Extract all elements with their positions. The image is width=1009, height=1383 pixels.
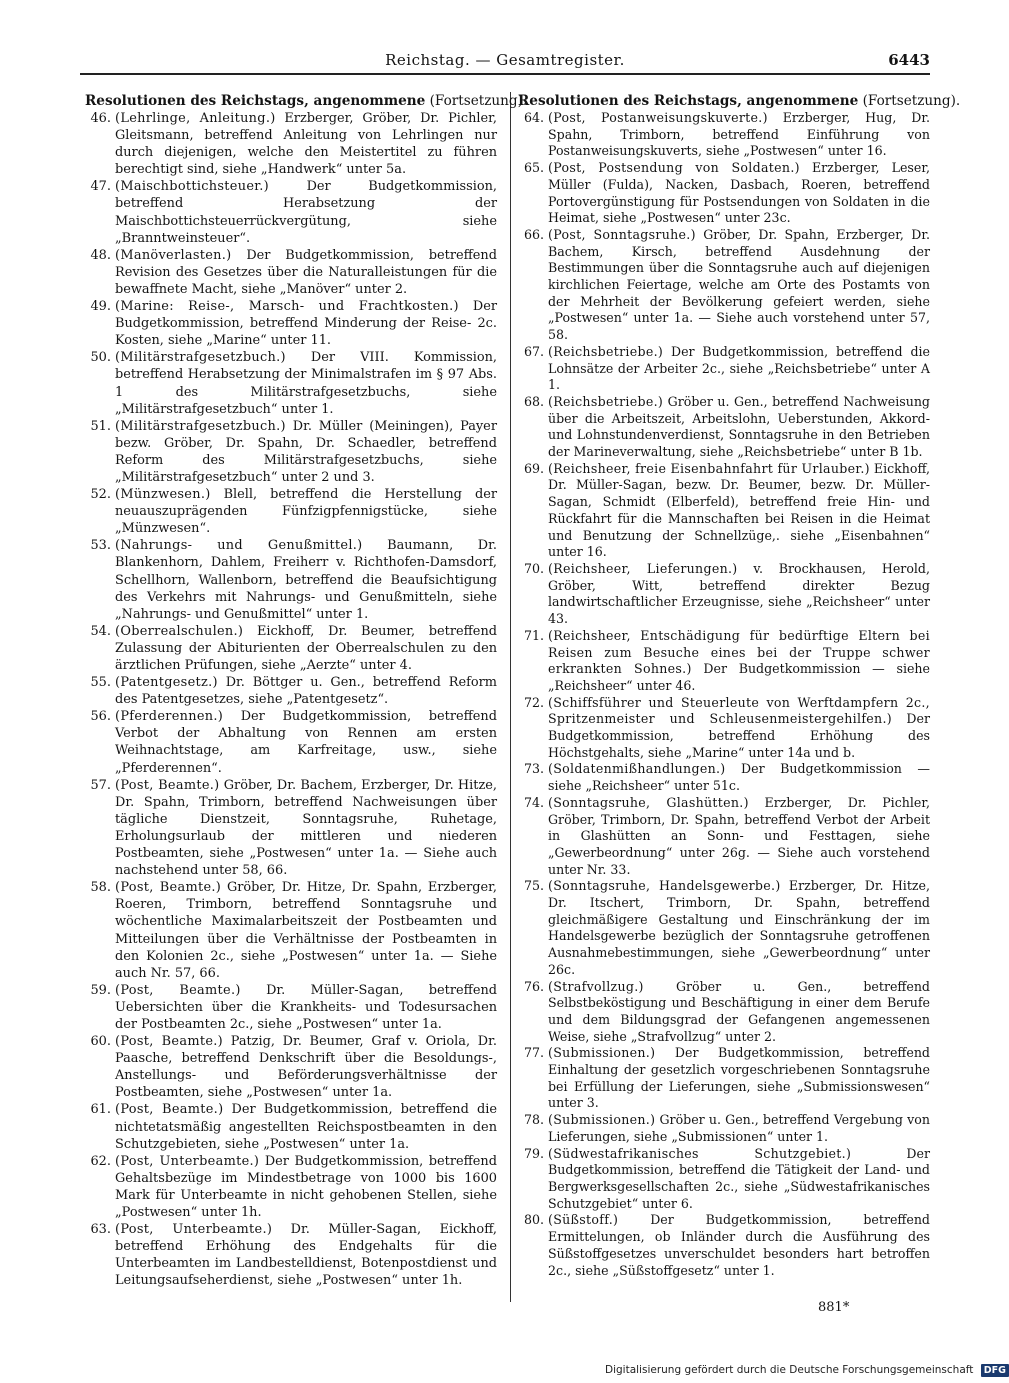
- resolution-entry: [85, 674, 497, 708]
- resolution-entry: [85, 623, 497, 674]
- resolution-entry: [518, 110, 930, 160]
- entry-keyword: (Post, Beamte.): [115, 880, 222, 896]
- entry-text: Erzberger, Leser, Müller (Fulda), Nacken, Dasbach, Roeren, betreffend Portovergünstigung für Postsendungen von Soldaten in die Heimat, siehe „Postwesen“ unter 23c.: [548, 160, 930, 226]
- entry-body: [115, 349, 497, 417]
- entry-number: 80.: [523, 1212, 544, 1228]
- resolution-entry: [518, 1112, 930, 1145]
- entry-body: [548, 695, 930, 762]
- entry-number: 49.: [90, 299, 111, 315]
- entry-body: [115, 486, 497, 537]
- entry-keyword: (Post, Beamte.): [115, 1102, 224, 1118]
- entry-text: Erzberger, Gröber, Dr. Pichler, Gleitsmann, betreffend Anleitung von Lehrlingen nur durch diejenigen, welche den Meistertitel zu führen berechtigt sind, siehe „Handwerk“ unter 5a.: [115, 111, 497, 178]
- resolution-entry: [518, 394, 930, 461]
- entry-number: 58.: [90, 880, 111, 896]
- entry-body: [548, 795, 930, 879]
- footer-text: Digitalisierung gefördert durch die Deutsche Forschungsgemeinschaft: [605, 1364, 974, 1376]
- entry-number: 75.: [523, 878, 544, 894]
- resolution-entry: [518, 695, 930, 762]
- entry-body: [548, 1112, 930, 1145]
- entry-body: [115, 1221, 497, 1289]
- column-divider: [510, 92, 511, 1302]
- entry-number: 67.: [523, 343, 544, 359]
- entry-body: [548, 344, 930, 394]
- entry-body: [115, 1033, 497, 1101]
- entry-keyword: (Lehrlinge, Anleitung.): [115, 111, 276, 126]
- right-column-heading: [518, 92, 961, 110]
- page-number: 6443: [888, 51, 930, 69]
- entry-text: Dr. Müller (Meiningen), Payer bezw. Gröber, Dr. Spahn, Dr. Schaedler, betreffend Reform des Militärstrafgesetzbuchs, siehe „Militärstrafgesetzbuch“ unter 2 und 3.: [115, 418, 497, 485]
- folio-mark: 881*: [818, 1300, 850, 1315]
- entry-body: [548, 1146, 930, 1213]
- entry-body: [115, 623, 497, 674]
- entry-keyword: (Post, Beamte.): [115, 777, 220, 793]
- right-column: [518, 92, 961, 1279]
- entry-body: [115, 879, 497, 982]
- right-entry-list: [518, 110, 930, 1279]
- entry-keyword: (Post, Postanweisungskuverte.): [548, 110, 768, 125]
- entry-text: Erzberger, Hug, Dr. Spahn, Trimborn, betreffend Einführung von Postanweisungskuverts, siehe „Postwesen“ unter 16.: [548, 110, 930, 159]
- entry-body: [115, 247, 497, 298]
- resolution-entry: [518, 461, 930, 561]
- entry-body: [548, 461, 930, 561]
- entry-keyword: (Sonntagsruhe, Handelsgewerbe.): [548, 878, 781, 894]
- entry-text: Gröber, Dr. Spahn, Erzberger, Dr. Bachem, Kirsch, betreffend Ausdehnung der Bestimmungen über die Sonntagsruhe auch auf diejenigen kirchlichen Feiertage, welche am Orte des Postamts von der Mehrheit der Bevölkerung gefeiert werden, siehe „Postwesen“ unter 1a. — Siehe auch vorstehend unter 57, 58.: [548, 226, 930, 343]
- entry-text: Der Budgetkommission, betreffend Erhöhung des Höchstgehalts, siehe „Marine“ unter 14a und b.: [548, 711, 930, 760]
- column-heading-note: (Fortsetzung).: [862, 93, 961, 109]
- entry-keyword: (Post, Beamte.): [115, 1034, 223, 1050]
- entry-body: [548, 561, 930, 628]
- entry-number: 64.: [523, 110, 544, 125]
- resolution-entry: [85, 1153, 497, 1221]
- running-head-title: Reichstag. — Gesamtregister.: [385, 51, 625, 69]
- entry-text: Der Budgetkommission, betreffend Ermittelungen, ob Inländer durch die Ausführung des Süßstoffgesetzes unverschuldet besonders hart betroffen 2c., siehe „Süßstoffgesetz“ unter 1.: [548, 1212, 930, 1278]
- entry-number: 68.: [523, 393, 544, 409]
- entry-text: Blell, betreffend die Herstellung der neuauszuprägenden Fünfzigpfennigstücke, siehe „Münzwesen“.: [115, 487, 497, 537]
- entry-keyword: (Soldatenmißhandlungen.): [548, 761, 726, 777]
- resolution-entry: [85, 708, 497, 776]
- entry-body: [115, 1153, 497, 1221]
- entry-keyword: (Submissionen.): [548, 1045, 656, 1061]
- entry-body: [548, 1045, 930, 1112]
- entry-body: [115, 708, 497, 776]
- header-rule: [80, 73, 930, 75]
- entry-keyword: (Reichsheer, Entschädigung für bedürftige Eltern bei Reisen zum Besuche eines bei der Truppe schwer erkrankten Sohnes.): [548, 627, 930, 677]
- entry-number: 66.: [523, 226, 544, 242]
- entry-text: Gröber u. Gen., betreffend Vergebung von Lieferungen, siehe „Submissionen“ unter 1.: [548, 1112, 930, 1144]
- resolution-entry: [518, 561, 930, 628]
- entry-number: 60.: [90, 1034, 111, 1050]
- entry-keyword: (Strafvollzug.): [548, 978, 644, 994]
- entry-keyword: (Post, Sonntagsruhe.): [548, 226, 696, 242]
- resolution-entry: [518, 795, 930, 879]
- entry-body: [115, 110, 497, 178]
- entry-text: Dr. Müller-Sagan, betreffend Uebersichten über die Krankheits- und Todesursachen der Postbeamten 2c., siehe „Postwesen“ unter 1a.: [115, 982, 497, 1032]
- entry-body: [115, 418, 497, 486]
- entry-body: [115, 1101, 497, 1152]
- entry-number: 76.: [523, 978, 544, 994]
- resolution-entry: [85, 1101, 497, 1152]
- entry-text: Der Budgetkommission, betreffend Gehaltsbezüge im Mindestbetrage von 1000 bis 1600 Mark für Unterbeamte in nicht gehobenen Stellen, siehe „Postwesen“ unter 1h.: [115, 1153, 497, 1220]
- entry-text: Gröber, Dr. Hitze, Dr. Spahn, Erzberger, Roeren, Trimborn, betreffend Sonntagsruhe und wöchentliche Maximalarbeitszeit der Postbeamten und Mitteilungen über die Verhältnisse der Postbeamten in den Kolonien 2c., siehe „Postwesen“ unter 1a. — Siehe auch Nr. 57, 66.: [115, 880, 497, 981]
- entry-text: Der Budgetkommission, betreffend Revision des Gesetzes über die Naturalleistungen für die bewaffnete Macht, siehe „Manöver“ unter 2.: [115, 247, 497, 297]
- entry-number: 69.: [523, 460, 544, 476]
- resolution-entry: [85, 178, 497, 246]
- entry-body: [115, 298, 497, 349]
- entry-number: 51.: [90, 418, 111, 434]
- resolution-entry: [518, 761, 930, 794]
- entry-keyword: (Nahrungs- und Genußmittel.): [115, 538, 363, 554]
- entry-number: 53.: [90, 538, 111, 554]
- running-head: [80, 49, 930, 71]
- entry-text: Der Budgetkommission, betreffend Einhaltung der gesetzlich vorgeschriebenen Sonntagsruhe bei Erfüllung der Lieferungen, siehe „Submissionswesen“ unter 3.: [548, 1045, 930, 1111]
- column-heading-note: (Fortsetzung).: [429, 93, 528, 109]
- entry-keyword: (Post, Unterbeamte.): [115, 1222, 273, 1238]
- entry-text: Gröber u. Gen., betreffend Nachweisung über die Arbeitszeit, Arbeitslohn, Ueberstunden, Akkord- und Lohnstundenverdienst, Sonntagsruhe in den Betrieben der Marineverwaltung, siehe „Reichsbetriebe“ unter B 1b.: [548, 393, 930, 460]
- dfg-logo-icon: DFG: [981, 1364, 1009, 1377]
- entry-number: 50.: [90, 350, 111, 366]
- entry-number: 62.: [90, 1153, 111, 1169]
- entry-keyword: (Post, Unterbeamte.): [115, 1153, 260, 1169]
- entry-keyword: (Reichsheer, freie Eisenbahnfahrt für Urlauber.): [548, 460, 870, 476]
- entry-body: [115, 537, 497, 622]
- resolution-entry: [518, 1212, 930, 1279]
- entry-number: 54.: [90, 623, 111, 639]
- entry-text: Erzberger, Dr. Pichler, Gröber, Trimborn, Dr. Spahn, betreffend Verbot der Arbeit in Glashütten an Sonn- und Festtagen, siehe „Gewerbeordnung“ unter 26g. — Siehe auch vorstehend unter Nr. 33.: [548, 794, 930, 877]
- entry-number: 57.: [90, 777, 111, 793]
- resolution-entry: [518, 1045, 930, 1112]
- entry-number: 63.: [90, 1222, 111, 1238]
- entry-body: [548, 110, 930, 160]
- entry-number: 65.: [523, 160, 544, 176]
- entry-body: [548, 394, 930, 461]
- entry-body: [115, 178, 497, 246]
- entry-number: 72.: [523, 694, 544, 710]
- entry-keyword: (Schiffsführer und Steuerleute von Werftdampfern 2c., Spritzenmeister und Schleusenmeistergehilfen.): [548, 694, 930, 727]
- entry-body: [548, 160, 930, 227]
- entry-body: [115, 982, 497, 1033]
- entry-keyword: (Militärstrafgesetzbuch.): [115, 350, 286, 366]
- entry-number: 73.: [523, 761, 544, 777]
- resolution-entry: [85, 349, 497, 417]
- resolution-entry: [85, 418, 497, 486]
- resolution-entry: [518, 344, 930, 394]
- entry-text: Der Budgetkommission — siehe „Reichsheer“ unter 46.: [548, 661, 930, 693]
- entry-keyword: (Post, Postsendung von Soldaten.): [548, 160, 800, 176]
- entry-text: Gröber u. Gen., betreffend Selbstbeköstigung und Beschäftigung in einer dem Berufe und dem Bildungsgrad der Gefangenen angemessenen Weise, siehe „Strafvollzug“ unter 2.: [548, 978, 930, 1044]
- entry-keyword: (Post, Beamte.): [115, 982, 241, 998]
- entry-body: [548, 628, 930, 695]
- entry-keyword: (Reichsheer, Lieferungen.): [548, 560, 738, 576]
- resolution-entry: [85, 1221, 497, 1289]
- column-heading-bold: Resolutionen des Reichstags, angenommene: [85, 93, 426, 109]
- resolution-entry: [85, 777, 497, 880]
- resolution-entry: [85, 486, 497, 537]
- entry-body: [548, 761, 930, 794]
- entry-keyword: (Militärstrafgesetzbuch.): [115, 418, 286, 434]
- resolution-entry: [85, 982, 497, 1033]
- entry-number: 79.: [523, 1145, 544, 1161]
- entry-keyword: (Münzwesen.): [115, 487, 211, 503]
- entry-text: Der Budgetkommission — siehe „Reichsheer“ unter 51c.: [548, 761, 930, 794]
- resolution-entry: [518, 878, 930, 978]
- entry-text: Der Budgetkommission, betreffend die Lohnsätze der Arbeiter 2c., siehe „Reichsbetriebe“ unter A 1.: [548, 343, 930, 393]
- entry-number: 61.: [90, 1102, 111, 1118]
- entry-number: 78.: [523, 1112, 544, 1128]
- entry-body: [548, 979, 930, 1046]
- entry-body: [115, 674, 497, 708]
- entry-number: 77.: [523, 1045, 544, 1061]
- entry-text: Patzig, Dr. Beumer, Graf v. Oriola, Dr. Paasche, betreffend Denkschrift über die Besoldungs-, Anstellungs- und Beförderungsverhältnisse der Postbeamten, siehe „Postwesen“ unter 1a.: [115, 1034, 497, 1101]
- resolution-entry: [518, 160, 930, 227]
- resolution-entry: [85, 879, 497, 982]
- resolution-entry: [85, 247, 497, 298]
- column-heading-bold: Resolutionen des Reichstags, angenommene: [518, 93, 859, 109]
- entry-number: 74.: [523, 794, 544, 810]
- left-column: [85, 92, 528, 1289]
- entry-text: Erzberger, Dr. Hitze, Dr. Itschert, Trimborn, Dr. Spahn, betreffend gleichmäßigere Gestaltung und Einschränkung der im Handelsgewerbe bezüglich der Sonntagsruhe getroffenen Ausnahmebestimmungen, siehe „Gewerbeordnung“ unter 26c.: [548, 878, 930, 977]
- left-column-heading: [85, 92, 528, 110]
- resolution-entry: [85, 537, 497, 622]
- resolution-entry: [518, 1146, 930, 1213]
- entry-text: Baumann, Dr. Blankenhorn, Dahlem, Freiherr v. Richthofen-Damsdorf, Schellhorn, Wallenborn, betreffend die Beaufsichtigung des Verkehrs mit Nahrungs- und Genußmitteln, siehe „Nahrungs- und Genußmittel“ unter 1.: [115, 538, 497, 622]
- entry-keyword: (Patentgesetz.): [115, 675, 218, 691]
- entry-keyword: (Reichsbetriebe.): [548, 393, 664, 409]
- entry-number: 56.: [90, 709, 111, 725]
- entry-text: Der Budgetkommission, betreffend Verbot der Abhaltung von Rennen am ersten Weihnachtstage, am Karfreitage, usw., siehe „Pferderennen“.: [115, 709, 497, 776]
- entry-text: Gröber, Dr. Bachem, Erzberger, Dr. Hitze, Dr. Spahn, Trimborn, betreffend Nachweisungen über tägliche Dienstzeit, Sonntagsruhe, Ruhetage, Erholungsurlaub der mittleren und niederen Postbeamten, siehe „Postwesen“ unter 1a. — Siehe auch nachstehend unter 58, 66.: [115, 777, 497, 879]
- entry-keyword: (Reichsbetriebe.): [548, 343, 664, 359]
- entry-keyword: (Maischbottichsteuer.): [115, 179, 270, 195]
- entry-text: Dr. Müller-Sagan, Eickhoff, betreffend Erhöhung des Endgehalts für die Unterbeamten im Landbestelldienst, Botenpostdienst und Leitungsaufseherdienst, siehe „Postwesen“ unter 1h.: [115, 1222, 497, 1289]
- entry-body: [115, 777, 497, 880]
- entry-text: v. Brockhausen, Herold, Gröber, Witt, betreffend direkter Bezug landwirtschaftlicher Erzeugnisse, siehe „Reichsheer“ unter 43.: [548, 560, 930, 627]
- digitization-footer: [605, 1362, 1006, 1378]
- entry-number: 55.: [90, 675, 111, 691]
- resolution-entry: [518, 628, 930, 695]
- entry-body: [548, 1212, 930, 1279]
- entry-text: Eickhoff, Dr. Beumer, betreffend Zulassung der Abiturienten der Oberrealschulen zu den ärztlichen Prüfungen, siehe „Aerzte“ unter 4.: [115, 623, 497, 673]
- entry-text: Der Budgetkommission, betreffend die nichtetatsmäßig angestellten Reichspostbeamten in den Schutzgebieten, siehe „Postwesen“ unter 1a.: [115, 1102, 497, 1152]
- entry-keyword: (Marine: Reise-, Marsch- und Frachtkosten.): [115, 299, 459, 315]
- entry-text: Der Budgetkommission, betreffend die Tätigkeit der Land- und Bergwerksgesellschaften 2c., siehe „Südwestafrikanisches Schutzgebiet“ unter 6.: [548, 1145, 930, 1211]
- entry-number: 59.: [90, 982, 111, 998]
- entry-keyword: (Südwestafrikanisches Schutzgebiet.): [548, 1145, 852, 1161]
- entry-keyword: (Oberrealschulen.): [115, 623, 244, 639]
- entry-number: 46.: [90, 111, 111, 126]
- entry-number: 70.: [523, 560, 544, 576]
- entry-number: 52.: [90, 487, 111, 503]
- entry-text: Eickhoff, Dr. Müller-Sagan, bezw. Dr. Beumer, bezw. Dr. Müller-Sagan, Schmidt (Elberfeld), betreffend freie Hin- und Rückfahrt für die Mannschaften bei Reisen in die Heimat und Benutzung der Schnellzüge,. siehe „Eisenbahnen“ unter 16.: [548, 460, 930, 560]
- entry-text: Der Budgetkommission, betreffend Minderung der Reise- 2c. Kosten, siehe „Marine“ unter 11.: [115, 299, 497, 349]
- entry-keyword: (Submissionen.): [548, 1112, 656, 1128]
- resolution-entry: [518, 979, 930, 1046]
- entry-body: [548, 227, 930, 344]
- resolution-entry: [518, 227, 930, 344]
- entry-keyword: (Pferderennen.): [115, 709, 224, 725]
- entry-number: 47.: [90, 179, 111, 195]
- entry-text: Der Budgetkommission, betreffend Herabsetzung der Maischbottichsteuerrückvergütung, siehe „Branntweinsteuer“.: [115, 179, 497, 246]
- entry-keyword: (Manöverlasten.): [115, 247, 232, 263]
- entry-keyword: (Sonntagsruhe, Glashütten.): [548, 794, 749, 810]
- entry-body: [548, 878, 930, 978]
- entry-keyword: (Süßstoff.): [548, 1212, 619, 1228]
- entry-number: 71.: [523, 627, 544, 643]
- resolution-entry: [85, 298, 497, 349]
- entry-number: 48.: [90, 247, 111, 263]
- left-entry-list: [85, 110, 497, 1289]
- resolution-entry: [85, 1033, 497, 1101]
- entry-text: Der VIII. Kommission, betreffend Herabsetzung der Minimalstrafen im § 97 Abs. 1 des Militärstrafgesetzbuchs, siehe „Militärstrafgesetzbuch“ unter 1.: [115, 350, 497, 417]
- resolution-entry: [85, 110, 497, 178]
- entry-text: Dr. Böttger u. Gen., betreffend Reform des Patentgesetzes, siehe „Patentgesetz“.: [115, 675, 497, 708]
